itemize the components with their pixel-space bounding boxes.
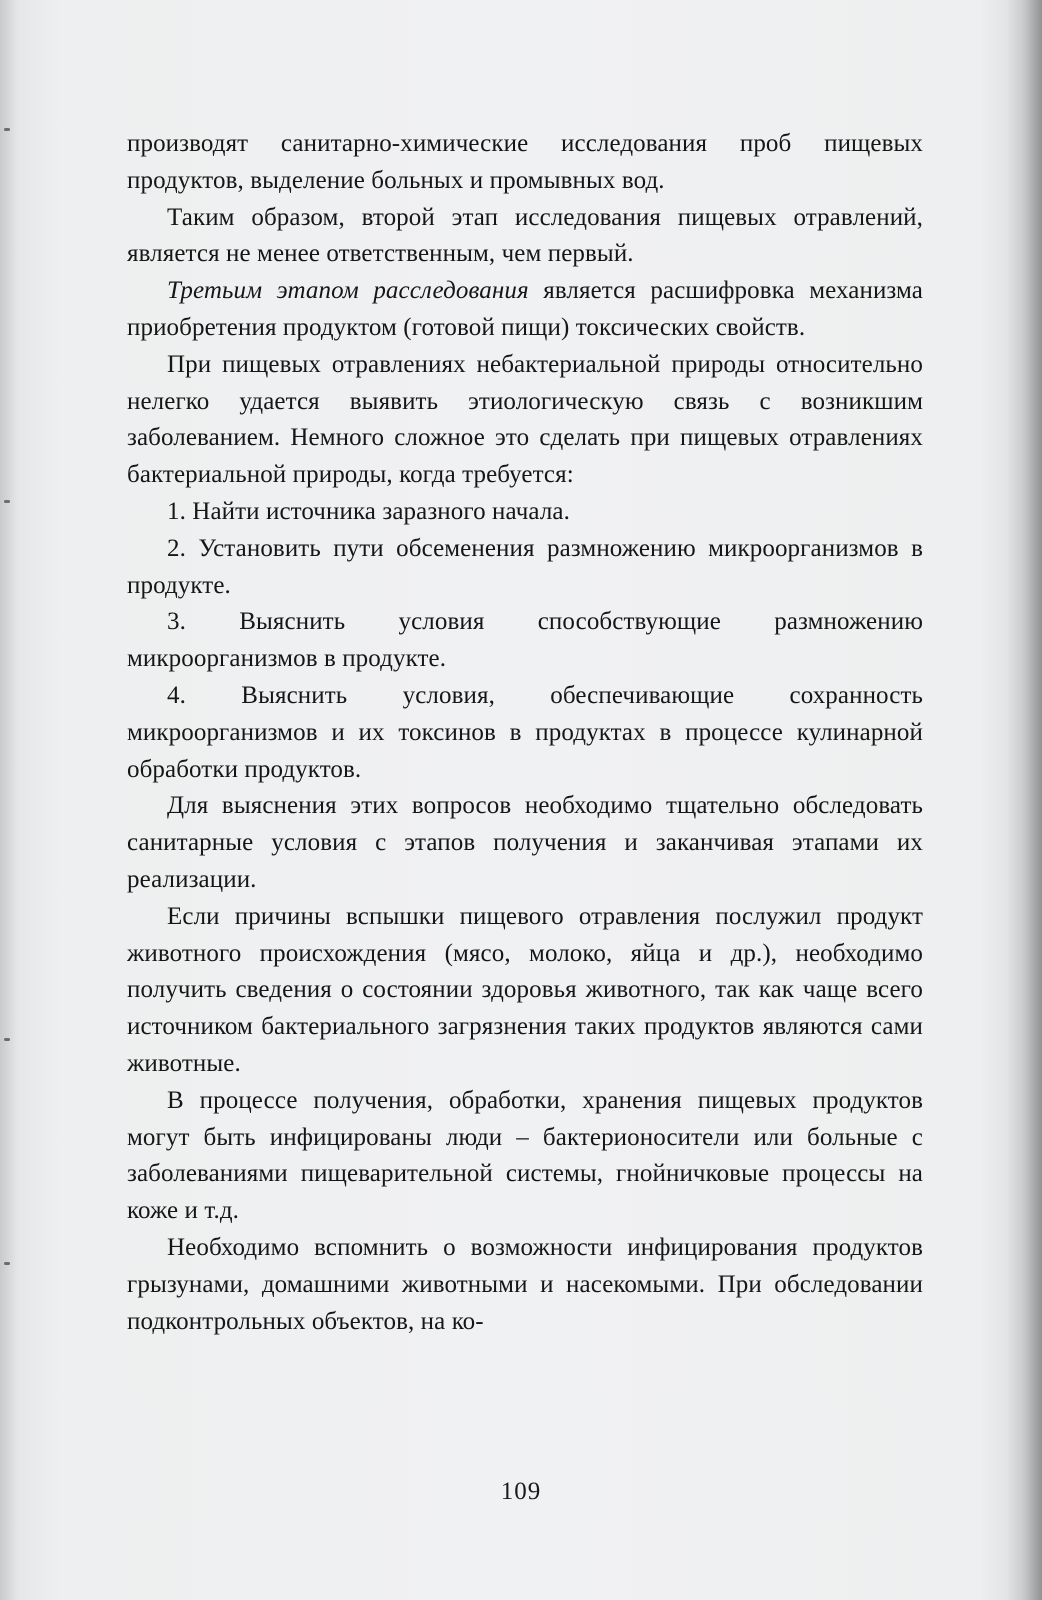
italic-lead: Третьим этапом расследования — [167, 277, 529, 305]
paragraph: При пищевых отравлениях небактериальной природы относительно нелегко удается выявить этиологическую связь с возникшим заболеванием. Немного сложное это сделать при пищевых отравлениях бактериальной природы, когда требуется: — [127, 350, 923, 489]
paragraph: Если причины вспышки пищевого отравления послужил продукт животного происхождения (мясо, молоко, яйца и др.), необходимо получить сведения о состоянии здоровья животного, так как чаще всего источником бактериального загрязнения таких продуктов являются сами животные. — [127, 902, 923, 1077]
binding-mark — [4, 500, 10, 503]
paragraph: Необходимо вспомнить о возможности инфицирования продуктов грызунами, домашними животными и насекомыми. При обследовании подконтрольных объектов, на ко- — [127, 1233, 923, 1335]
paragraph: Для выяснения этих вопросов необходимо тщательно обследовать санитарные условия с этапов получения и заканчивая этапами их реализации. — [127, 792, 923, 893]
binding-mark — [4, 128, 10, 131]
paragraph: Таким образом, второй этап исследования пищевых отравлений, является не менее ответственным, чем первый. — [127, 203, 923, 268]
page-number: 109 — [500, 1478, 542, 1505]
page-body-text — [127, 126, 923, 1340]
list-item: 4. Выяснить условия, обеспечивающие сохранность микроорганизмов и их токсинов в продуктах в процессе кулинарной обработки продуктов. — [127, 681, 923, 783]
list-item: 3. Выяснить условия способствующие размножению микроорганизмов в продукте. — [127, 608, 923, 673]
paragraph-third-stage — [127, 273, 923, 347]
list-item: 1. Найти источника заразного начала. — [167, 497, 570, 525]
binding-mark — [4, 1038, 10, 1041]
paragraph: В процессе получения, обработки, хранения пищевых продуктов могут быть инфицированы люди – бактерионосители или больные с заболеваниями пищеварительной системы, гнойничковые процессы на коже и т.д. — [127, 1086, 923, 1225]
binding-mark — [4, 1262, 10, 1265]
paragraph-text: является расшифровка механизма приобретения продуктом (готовой пищи) токсических свойств. — [127, 277, 923, 341]
page-edge-shadow — [1006, 0, 1042, 1600]
list-item: 2. Установить пути обсеменения размножению микроорганизмов в продукте. — [127, 534, 923, 599]
paragraph-continuation: производят санитарно-химические исследования проб пищевых продуктов, выделение больных и промывных вод. — [127, 130, 923, 194]
